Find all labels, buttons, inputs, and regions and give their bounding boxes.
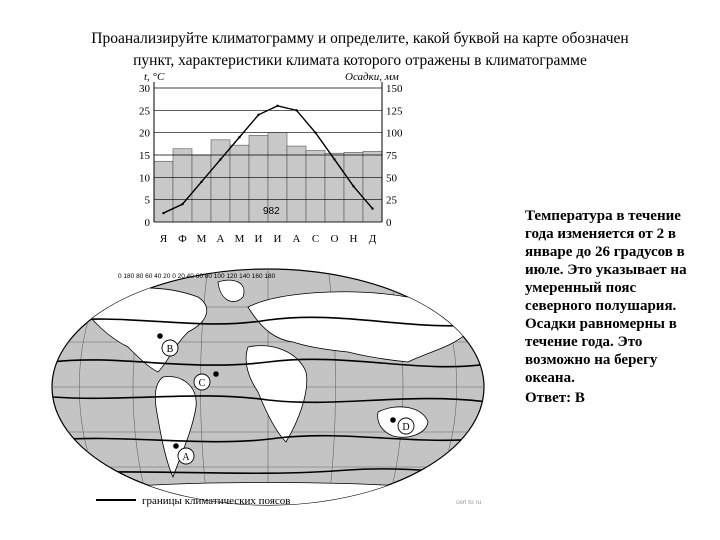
month-label: Я <box>159 233 168 245</box>
right-tick-label: 125 <box>386 105 403 118</box>
right-tick-label: 100 <box>386 127 403 140</box>
temperature-point <box>333 158 335 160</box>
temperature-point <box>238 136 240 138</box>
month-label: Д <box>368 233 377 245</box>
point-marker <box>390 417 396 423</box>
left-axis-label: t, °C <box>144 71 165 83</box>
temperature-point <box>162 212 164 214</box>
month-label: И <box>254 233 263 245</box>
right-axis-label: Осадки, мм <box>345 71 399 83</box>
precipitation-bar <box>192 155 211 222</box>
month-label: О <box>330 233 339 245</box>
left-tick-label: 0 <box>144 217 150 229</box>
month-label: Н <box>349 233 358 245</box>
precipitation-bar <box>325 153 344 222</box>
precipitation-bar <box>230 145 249 222</box>
right-tick-label: 50 <box>386 172 397 185</box>
temperature-point <box>181 203 183 205</box>
total-precipitation-label: 982 <box>263 206 280 217</box>
right-tick-label: 0 <box>386 217 392 229</box>
temperature-point <box>276 105 278 107</box>
right-tick-label: 25 <box>386 194 397 207</box>
temperature-point <box>219 158 221 160</box>
month-label: И <box>273 233 282 245</box>
month-label: А <box>292 233 301 245</box>
point-a-label: A <box>182 452 190 463</box>
temperature-point <box>371 207 373 209</box>
legend-label: границы климатических поясов <box>142 495 291 507</box>
point-marker <box>173 443 179 449</box>
temperature-point <box>352 185 354 187</box>
month-label: С <box>311 233 320 245</box>
left-tick-label: 5 <box>144 194 150 207</box>
temperature-point <box>295 109 297 111</box>
question-line-2: пункт, характеристики климата которого отражены в климатограмме <box>133 52 587 69</box>
left-tick-label: 20 <box>139 127 150 140</box>
temperature-point <box>257 114 259 116</box>
temperature-point <box>314 131 316 133</box>
question-line-1: Проанализируйте климатограмму и определите, какой буквой на карте обозначен <box>91 30 629 47</box>
world-climate-map <box>48 262 508 517</box>
precipitation-bar <box>306 151 325 222</box>
point-c-label: C <box>198 378 206 389</box>
precipitation-bar <box>173 149 192 222</box>
left-tick-label: 30 <box>139 83 150 95</box>
right-tick-label: 150 <box>386 83 403 95</box>
point-marker <box>157 333 163 339</box>
left-tick-label: 10 <box>139 172 150 185</box>
precipitation-bar <box>287 146 306 222</box>
left-tick-label: 15 <box>139 150 150 162</box>
answer-result: Ответ: В <box>525 390 585 406</box>
point-d-label: D <box>402 422 410 433</box>
month-label: А <box>216 233 225 245</box>
point-b-label: B <box>166 344 174 355</box>
month-label: Ф <box>178 233 187 245</box>
watermark: cerl to ru <box>456 499 482 506</box>
answer-explanation: Температура в течение года изменяется от 2 в январе до 26 градусов в июле. Это указывает на умеренный пояс северного полушария. Осадки равномерны в течение года. Это возможно на берегу океана. <box>525 208 687 386</box>
precipitation-bar <box>363 151 382 222</box>
temperature-point <box>200 181 202 183</box>
question-text <box>30 28 690 72</box>
right-tick-label: 75 <box>386 150 397 162</box>
point-marker <box>213 371 219 377</box>
month-label: М <box>196 233 207 245</box>
answer-block <box>525 207 705 407</box>
map-grid-labels: 0 180 80 60 40 20 0 20 40 60 80 100 120 140 160 180 <box>118 273 276 280</box>
left-tick-label: 25 <box>139 105 150 118</box>
climatogram-chart <box>130 68 420 248</box>
month-label: М <box>234 233 245 245</box>
